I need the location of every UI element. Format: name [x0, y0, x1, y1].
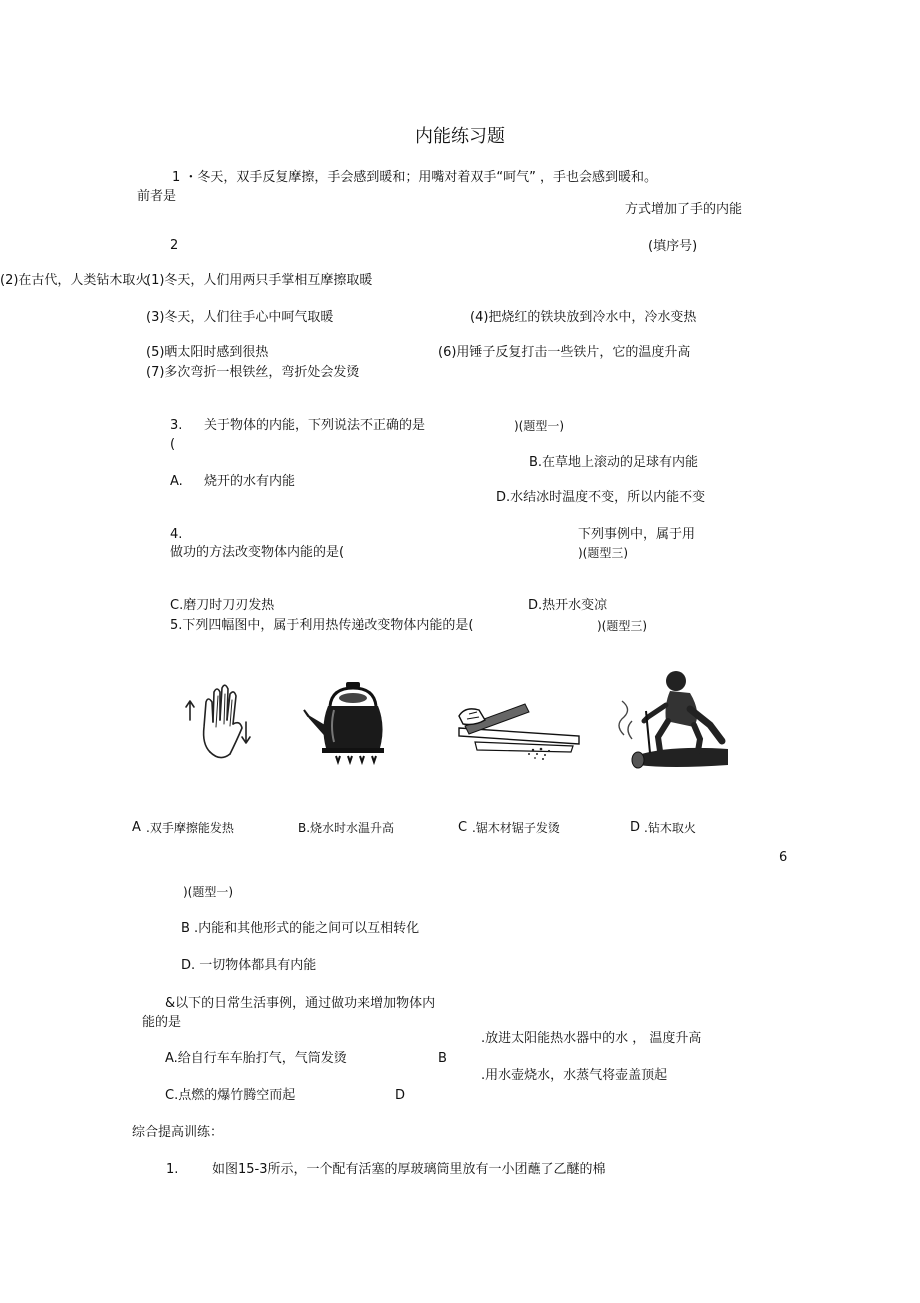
- q4-stem-1: 下列事例中，属于用: [578, 527, 696, 542]
- q7-stem-1: &以下的日常生活事例，通过做功来增加物体内: [165, 996, 436, 1011]
- q5-caption-d-text: .钻木取火: [644, 821, 696, 835]
- q5-caption-c-text: .锯木材锯子发烫: [472, 821, 560, 835]
- section-heading: 综合提高训练：: [132, 1125, 224, 1140]
- q1-line3: 方式增加了手的内能: [625, 202, 743, 217]
- q3-stem: 关于物体的内能，下列说法不正确的是: [204, 418, 426, 433]
- q7-option-a: A.给自行车车胎打气，气筒发烫: [165, 1051, 347, 1066]
- q4-stem-2: 做功的方法改变物体内能的是(: [170, 545, 345, 560]
- figure-hands-rubbing: [180, 672, 265, 767]
- q6-option-b: B .内能和其他形式的能之间可以互相转化: [181, 921, 420, 936]
- section-item-1-text: 如图15-3所示，一个配有活塞的厚玻璃筒里放有一小团蘸了乙醚的棉: [212, 1162, 606, 1177]
- q4-number: 4.: [170, 527, 183, 542]
- q7-option-b-text: .放进太阳能热水器中的水 ， 温度升高: [481, 1031, 702, 1046]
- q4-option-c: C.磨刀时刀刃发热: [170, 598, 275, 613]
- q3-option-a-label: A.: [170, 474, 183, 489]
- q1-line1: 1 ・冬天，双手反复摩擦，手会感到暖和；用嘴对着双手“呵气” ，手也会感到暖和。: [172, 170, 658, 185]
- q3-number: 3.: [170, 418, 183, 433]
- q5-caption-b: B.烧水时水温升高: [298, 821, 395, 835]
- q6-tag: )(题型一): [183, 885, 234, 899]
- q2-item-7: (7)多次弯折一根铁丝，弯折处会发烫: [146, 365, 360, 380]
- q2-item-5: (5)晒太阳时感到很热: [146, 345, 269, 360]
- q5-stem: 5.下列四幅图中，属于利用热传递改变物体内能的是(: [170, 618, 474, 633]
- figure-kettle: [298, 676, 403, 771]
- q7-option-b-label: B: [438, 1051, 447, 1066]
- q3-paren: (: [170, 437, 176, 452]
- q6-option-d: D. 一切物体都具有内能: [181, 958, 317, 973]
- q7-stem-2: 能的是: [142, 1015, 182, 1030]
- q3-option-b: B.在草地上滚动的足球有内能: [529, 455, 699, 470]
- section-item-1-number: 1.: [166, 1162, 179, 1177]
- q2-item-2: (2)在古代，人类钻木取火: [0, 273, 149, 288]
- q2-item-6: (6)用锤子反复打击一些铁片，它的温度升高: [438, 345, 691, 360]
- q7-option-d-text: .用水壶烧水，水蒸气将壶盖顶起: [481, 1068, 668, 1083]
- q5-caption-a-letter: A: [132, 820, 141, 835]
- q7-option-d-label: D: [395, 1088, 406, 1103]
- q2-tag: (填序号): [648, 239, 698, 254]
- q2-number: 2: [170, 238, 179, 253]
- q3-option-d: D.水结冰时温度不变，所以内能不变: [496, 490, 706, 505]
- q5-caption-c-letter: C: [458, 820, 468, 835]
- q1-line2: 前者是: [137, 189, 177, 204]
- q2-item-1: (1)冬天，人们用两只手掌相互摩擦取暖: [146, 273, 373, 288]
- q5-tag: )(题型三): [597, 619, 648, 633]
- q2-item-4: (4)把烧红的铁块放到冷水中，冷水变热: [470, 310, 697, 325]
- q7-option-c: C.点燃的爆竹腾空而起: [165, 1088, 296, 1103]
- q6-number: 6: [779, 850, 788, 865]
- q2-item-3: (3)冬天，人们往手心中呵气取暖: [146, 310, 334, 325]
- q3-option-a-text: 烧开的水有内能: [204, 474, 296, 489]
- q3-tag: )(题型一): [514, 419, 565, 433]
- figure-sawing-wood: [455, 692, 585, 762]
- q5-caption-a-text: .双手摩擦能发热: [146, 821, 234, 835]
- page-title: 内能练习题: [415, 126, 505, 147]
- q4-tag: )(题型三): [578, 546, 629, 560]
- figure-drilling-fire: [610, 665, 732, 770]
- q5-caption-d-letter: D: [630, 820, 641, 835]
- q4-option-d: D.热开水变凉: [528, 598, 608, 613]
